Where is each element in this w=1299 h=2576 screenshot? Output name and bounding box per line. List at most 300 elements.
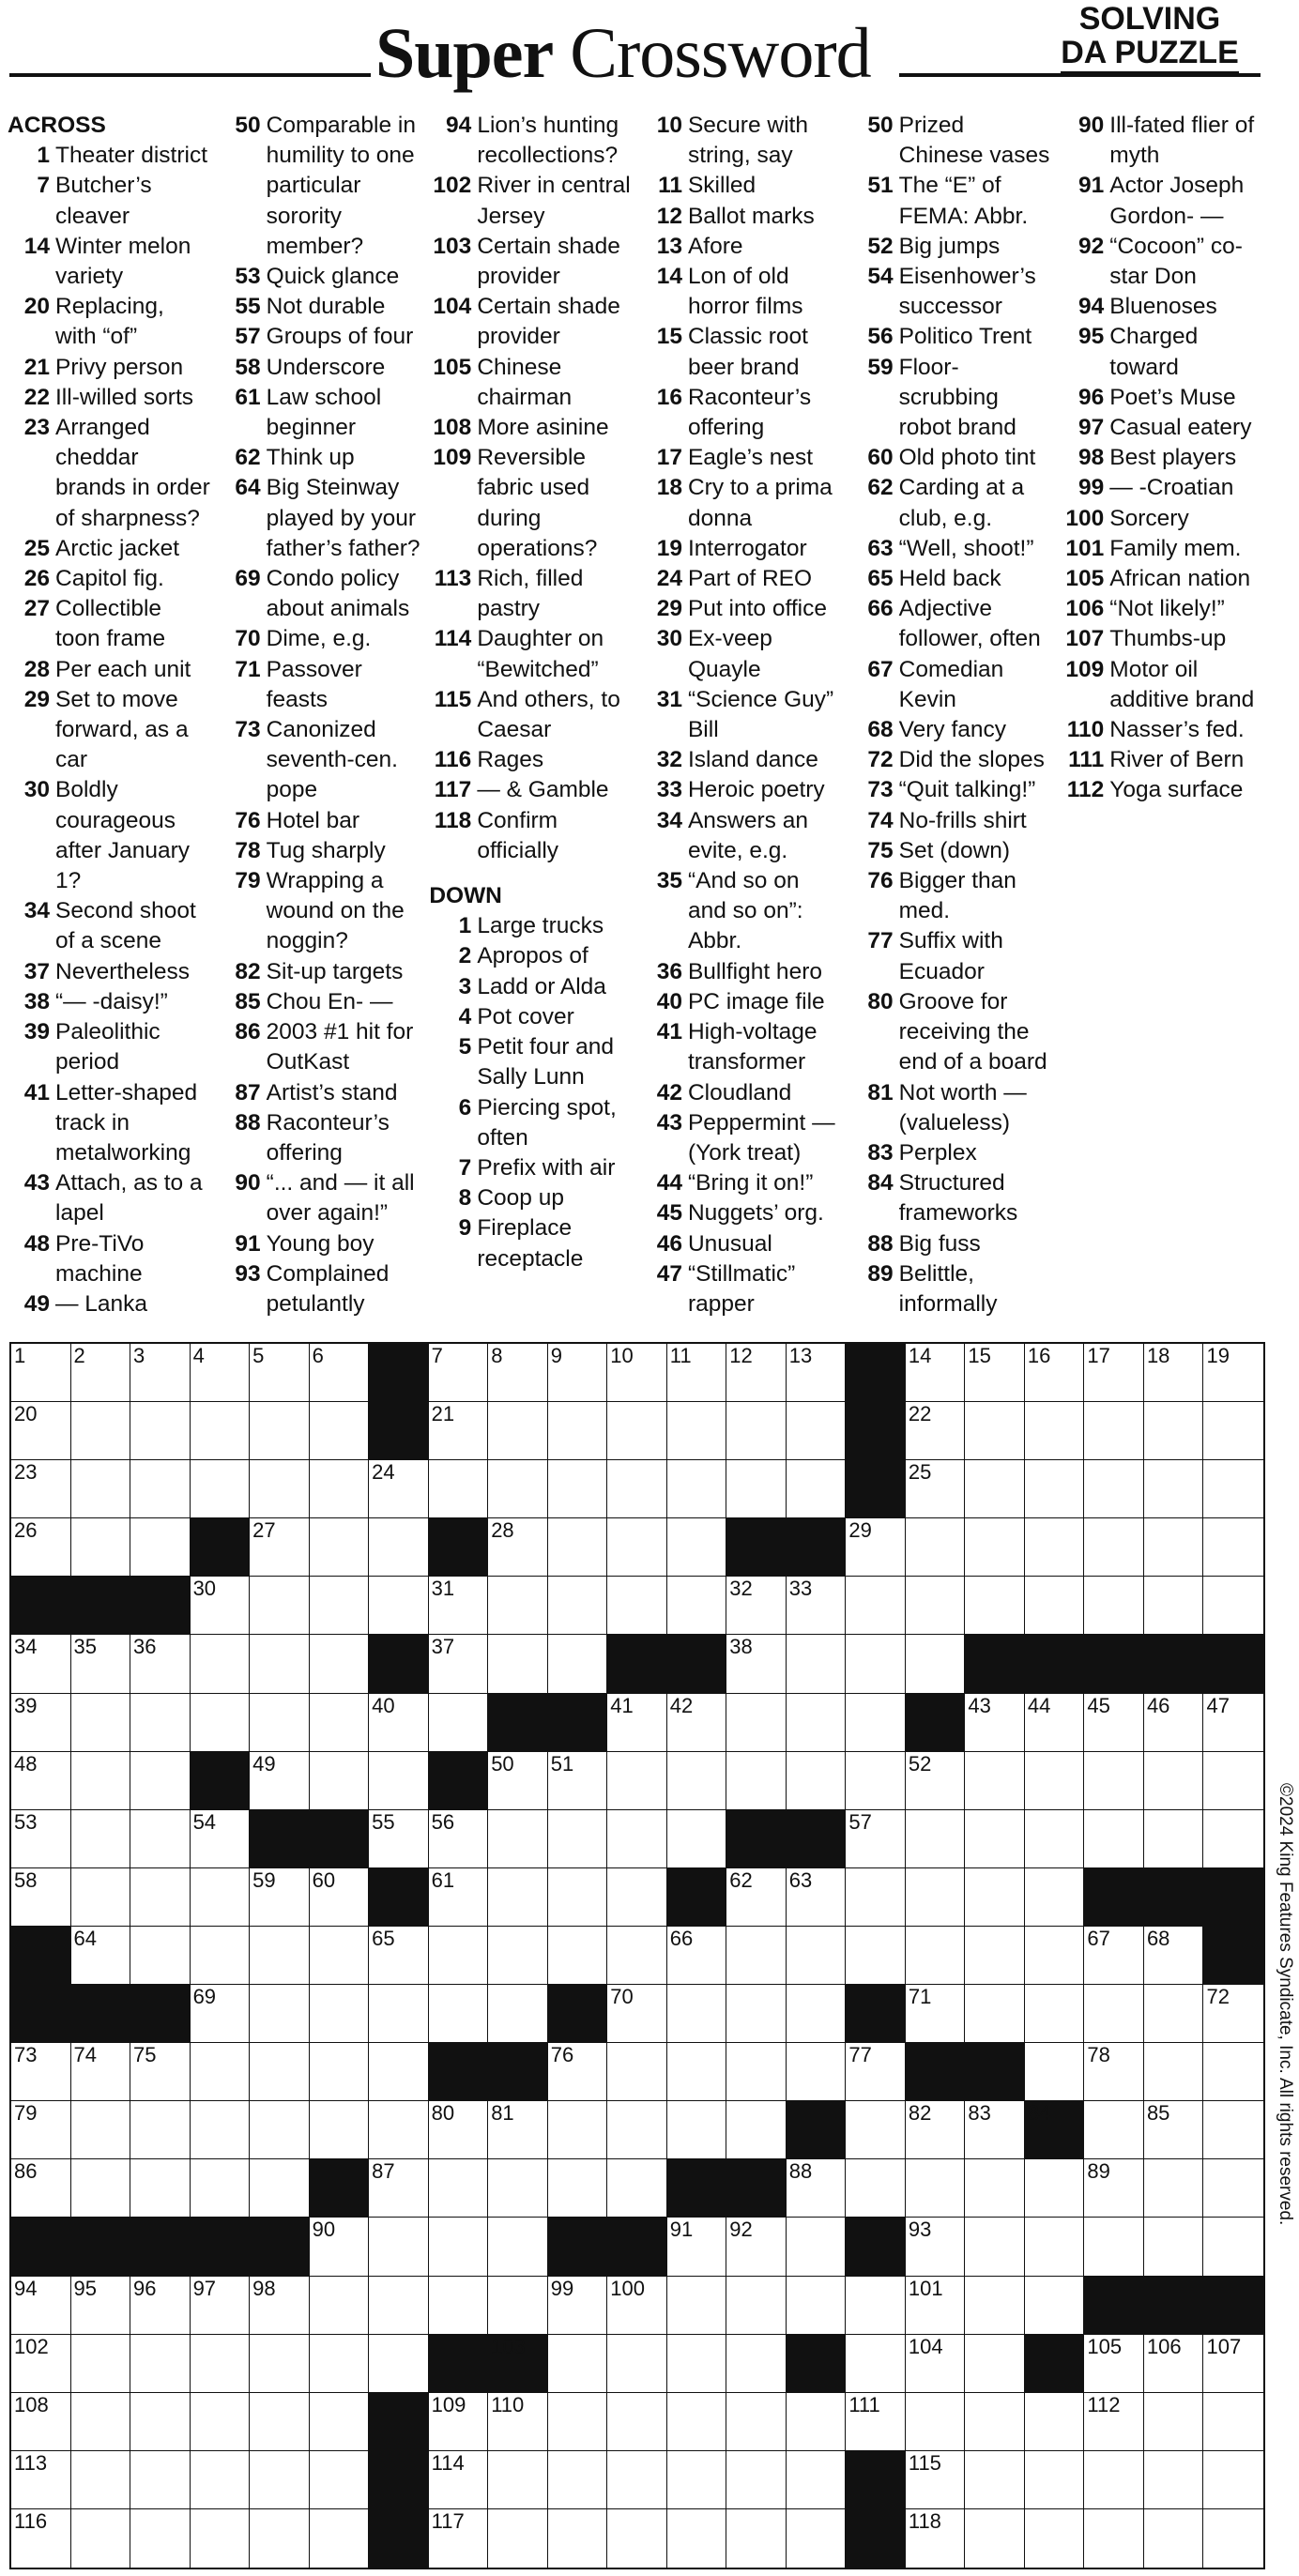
- grid-square[interactable]: [1025, 1810, 1085, 1868]
- grid-square[interactable]: [726, 2335, 787, 2393]
- grid-square[interactable]: [488, 2101, 548, 2159]
- grid-square[interactable]: [667, 2101, 727, 2159]
- grid-square[interactable]: [965, 1985, 1025, 2043]
- grid-square[interactable]: [11, 2509, 71, 2568]
- grid-square[interactable]: [71, 1752, 131, 1810]
- grid-square[interactable]: [548, 2159, 608, 2218]
- grid-square[interactable]: [71, 1460, 131, 1518]
- grid-square[interactable]: [71, 1344, 131, 1402]
- grid-square[interactable]: [548, 2277, 608, 2335]
- grid-square[interactable]: [1084, 2101, 1144, 2159]
- grid-square[interactable]: [130, 1752, 191, 1810]
- grid-square[interactable]: [191, 2509, 251, 2568]
- grid-square[interactable]: [250, 1927, 310, 1985]
- grid-square[interactable]: [726, 2218, 787, 2276]
- grid-square[interactable]: [787, 2043, 847, 2101]
- grid-square[interactable]: [429, 2393, 489, 2451]
- grid-square[interactable]: [726, 1402, 787, 1460]
- grid-square[interactable]: [667, 2335, 727, 2393]
- grid-square[interactable]: [1025, 1577, 1085, 1635]
- grid-square[interactable]: [965, 2277, 1025, 2335]
- grid-square[interactable]: [607, 2451, 667, 2509]
- grid-square[interactable]: [369, 2218, 429, 2276]
- grid-square[interactable]: [1203, 1810, 1263, 1868]
- grid-square[interactable]: [429, 1635, 489, 1693]
- grid-square[interactable]: [71, 2509, 131, 2568]
- grid-square[interactable]: [1144, 1927, 1204, 1985]
- grid-square[interactable]: [906, 2509, 966, 2568]
- grid-square[interactable]: [787, 2218, 847, 2276]
- grid-square[interactable]: [906, 2393, 966, 2451]
- grid-square[interactable]: [369, 2101, 429, 2159]
- grid-square[interactable]: [965, 2101, 1025, 2159]
- grid-square[interactable]: [250, 2101, 310, 2159]
- grid-square[interactable]: [369, 1518, 429, 1577]
- grid-square[interactable]: [488, 2159, 548, 2218]
- grid-square[interactable]: [548, 1460, 608, 1518]
- grid-square[interactable]: [965, 1810, 1025, 1868]
- grid-square[interactable]: [548, 1927, 608, 1985]
- grid-square[interactable]: [11, 1460, 71, 1518]
- grid-square[interactable]: [1144, 2509, 1204, 2568]
- grid-square[interactable]: [548, 1577, 608, 1635]
- grid-square[interactable]: [191, 1868, 251, 1927]
- grid-square[interactable]: [906, 2218, 966, 2276]
- grid-square[interactable]: [906, 1752, 966, 1810]
- grid-square[interactable]: [429, 1868, 489, 1927]
- grid-square[interactable]: [906, 1810, 966, 1868]
- grid-square[interactable]: [1144, 1518, 1204, 1577]
- grid-square[interactable]: [488, 2218, 548, 2276]
- grid-square[interactable]: [1203, 2218, 1263, 2276]
- grid-square[interactable]: [1025, 1694, 1085, 1752]
- grid-square[interactable]: [726, 1694, 787, 1752]
- grid-square[interactable]: [726, 1460, 787, 1518]
- grid-square[interactable]: [130, 1927, 191, 1985]
- grid-square[interactable]: [1144, 1985, 1204, 2043]
- grid-square[interactable]: [130, 2277, 191, 2335]
- grid-square[interactable]: [906, 2159, 966, 2218]
- grid-square[interactable]: [310, 1402, 370, 1460]
- grid-square[interactable]: [1025, 1752, 1085, 1810]
- grid-square[interactable]: [191, 2159, 251, 2218]
- grid-square[interactable]: [1144, 2451, 1204, 2509]
- grid-square[interactable]: [726, 2509, 787, 2568]
- grid-square[interactable]: [488, 1577, 548, 1635]
- grid-square[interactable]: [130, 1460, 191, 1518]
- grid-square[interactable]: [667, 2043, 727, 2101]
- grid-square[interactable]: [250, 2393, 310, 2451]
- grid-square[interactable]: [906, 2335, 966, 2393]
- grid-square[interactable]: [906, 1635, 966, 1693]
- grid-square[interactable]: [607, 1518, 667, 1577]
- grid-square[interactable]: [369, 1752, 429, 1810]
- grid-square[interactable]: [726, 1927, 787, 1985]
- grid-square[interactable]: [965, 1927, 1025, 1985]
- grid-square[interactable]: [130, 2335, 191, 2393]
- grid-square[interactable]: [965, 1868, 1025, 1927]
- grid-square[interactable]: [726, 2277, 787, 2335]
- grid-square[interactable]: [11, 2277, 71, 2335]
- grid-square[interactable]: [191, 1694, 251, 1752]
- grid-square[interactable]: [548, 1402, 608, 1460]
- grid-square[interactable]: [191, 1927, 251, 1985]
- grid-square[interactable]: [488, 1868, 548, 1927]
- grid-square[interactable]: [250, 1752, 310, 1810]
- grid-square[interactable]: [787, 2277, 847, 2335]
- grid-square[interactable]: [1203, 1985, 1263, 2043]
- grid-square[interactable]: [787, 1694, 847, 1752]
- grid-square[interactable]: [965, 2451, 1025, 2509]
- grid-square[interactable]: [667, 1460, 727, 1518]
- grid-square[interactable]: [548, 1810, 608, 1868]
- grid-square[interactable]: [548, 2101, 608, 2159]
- grid-square[interactable]: [130, 1402, 191, 1460]
- grid-square[interactable]: [369, 1577, 429, 1635]
- grid-square[interactable]: [488, 2509, 548, 2568]
- grid-square[interactable]: [846, 1518, 906, 1577]
- grid-square[interactable]: [191, 1344, 251, 1402]
- grid-square[interactable]: [607, 2159, 667, 2218]
- grid-square[interactable]: [71, 2451, 131, 2509]
- grid-square[interactable]: [906, 1985, 966, 2043]
- grid-square[interactable]: [787, 1985, 847, 2043]
- grid-square[interactable]: [310, 1635, 370, 1693]
- grid-square[interactable]: [787, 1868, 847, 1927]
- grid-square[interactable]: [607, 1402, 667, 1460]
- grid-square[interactable]: [310, 1460, 370, 1518]
- grid-square[interactable]: [191, 1402, 251, 1460]
- grid-square[interactable]: [429, 2277, 489, 2335]
- grid-square[interactable]: [11, 2335, 71, 2393]
- grid-square[interactable]: [488, 1985, 548, 2043]
- grid-square[interactable]: [1084, 1752, 1144, 1810]
- grid-square[interactable]: [250, 1577, 310, 1635]
- grid-square[interactable]: [191, 1810, 251, 1868]
- grid-square[interactable]: [488, 1752, 548, 1810]
- grid-square[interactable]: [1084, 1577, 1144, 1635]
- grid-square[interactable]: [548, 1752, 608, 1810]
- grid-square[interactable]: [787, 1927, 847, 1985]
- grid-square[interactable]: [787, 1635, 847, 1693]
- grid-square[interactable]: [787, 1344, 847, 1402]
- grid-square[interactable]: [1144, 2159, 1204, 2218]
- grid-square[interactable]: [71, 2159, 131, 2218]
- grid-square[interactable]: [429, 1344, 489, 1402]
- grid-square[interactable]: [667, 1344, 727, 1402]
- grid-square[interactable]: [607, 1868, 667, 1927]
- grid-square[interactable]: [726, 1577, 787, 1635]
- grid-square[interactable]: [726, 1344, 787, 1402]
- grid-square[interactable]: [191, 2101, 251, 2159]
- grid-square[interactable]: [71, 1810, 131, 1868]
- grid-square[interactable]: [846, 1694, 906, 1752]
- grid-square[interactable]: [310, 1518, 370, 1577]
- grid-square[interactable]: [1025, 1402, 1085, 1460]
- grid-square[interactable]: [548, 1635, 608, 1693]
- grid-square[interactable]: [965, 1344, 1025, 1402]
- grid-square[interactable]: [11, 1518, 71, 1577]
- grid-square[interactable]: [310, 1868, 370, 1927]
- grid-square[interactable]: [667, 2218, 727, 2276]
- grid-square[interactable]: [787, 1402, 847, 1460]
- grid-square[interactable]: [846, 2159, 906, 2218]
- grid-square[interactable]: [607, 1344, 667, 1402]
- grid-square[interactable]: [488, 1518, 548, 1577]
- grid-square[interactable]: [1084, 2509, 1144, 2568]
- grid-square[interactable]: [1203, 2393, 1263, 2451]
- grid-square[interactable]: [130, 2101, 191, 2159]
- grid-square[interactable]: [191, 2335, 251, 2393]
- grid-square[interactable]: [607, 1694, 667, 1752]
- grid-square[interactable]: [310, 2043, 370, 2101]
- grid-square[interactable]: [71, 2101, 131, 2159]
- grid-square[interactable]: [1203, 1460, 1263, 1518]
- grid-square[interactable]: [1203, 2101, 1263, 2159]
- grid-square[interactable]: [607, 1460, 667, 1518]
- grid-square[interactable]: [191, 1635, 251, 1693]
- grid-square[interactable]: [667, 1927, 727, 1985]
- grid-square[interactable]: [965, 1694, 1025, 1752]
- grid-square[interactable]: [1084, 1344, 1144, 1402]
- grid-square[interactable]: [1203, 2335, 1263, 2393]
- grid-square[interactable]: [130, 1344, 191, 1402]
- grid-square[interactable]: [1144, 1344, 1204, 1402]
- grid-square[interactable]: [965, 2159, 1025, 2218]
- grid-square[interactable]: [906, 1460, 966, 1518]
- grid-square[interactable]: [1025, 2277, 1085, 2335]
- grid-square[interactable]: [1025, 2159, 1085, 2218]
- grid-square[interactable]: [1144, 2043, 1204, 2101]
- grid-square[interactable]: [429, 1810, 489, 1868]
- grid-square[interactable]: [191, 1577, 251, 1635]
- grid-square[interactable]: [1144, 1577, 1204, 1635]
- grid-square[interactable]: [846, 1868, 906, 1927]
- grid-square[interactable]: [369, 2159, 429, 2218]
- grid-square[interactable]: [130, 2451, 191, 2509]
- grid-square[interactable]: [71, 1402, 131, 1460]
- grid-square[interactable]: [310, 1694, 370, 1752]
- grid-square[interactable]: [250, 2043, 310, 2101]
- grid-square[interactable]: [787, 2159, 847, 2218]
- grid-square[interactable]: [667, 1518, 727, 1577]
- grid-square[interactable]: [429, 2159, 489, 2218]
- grid-square[interactable]: [906, 1518, 966, 1577]
- grid-square[interactable]: [429, 1694, 489, 1752]
- grid-square[interactable]: [667, 2509, 727, 2568]
- grid-square[interactable]: [488, 1402, 548, 1460]
- grid-square[interactable]: [71, 2393, 131, 2451]
- grid-square[interactable]: [71, 2335, 131, 2393]
- grid-square[interactable]: [787, 1577, 847, 1635]
- grid-square[interactable]: [1203, 2451, 1263, 2509]
- grid-square[interactable]: [310, 2509, 370, 2568]
- grid-square[interactable]: [667, 1694, 727, 1752]
- grid-square[interactable]: [1084, 2159, 1144, 2218]
- grid-square[interactable]: [130, 2043, 191, 2101]
- grid-square[interactable]: [1144, 2335, 1204, 2393]
- grid-square[interactable]: [1025, 2218, 1085, 2276]
- grid-square[interactable]: [1144, 1694, 1204, 1752]
- grid-square[interactable]: [607, 1985, 667, 2043]
- grid-square[interactable]: [369, 1927, 429, 1985]
- grid-square[interactable]: [906, 2451, 966, 2509]
- grid-square[interactable]: [1084, 2043, 1144, 2101]
- grid-square[interactable]: [250, 2335, 310, 2393]
- grid-square[interactable]: [846, 2393, 906, 2451]
- grid-square[interactable]: [1203, 2159, 1263, 2218]
- grid-square[interactable]: [846, 2277, 906, 2335]
- grid-square[interactable]: [787, 1752, 847, 1810]
- grid-square[interactable]: [310, 2393, 370, 2451]
- grid-square[interactable]: [1084, 1810, 1144, 1868]
- grid-square[interactable]: [250, 1518, 310, 1577]
- grid-square[interactable]: [130, 1694, 191, 1752]
- grid-square[interactable]: [965, 2335, 1025, 2393]
- grid-square[interactable]: [846, 1927, 906, 1985]
- grid-square[interactable]: [906, 1577, 966, 1635]
- grid-square[interactable]: [429, 2101, 489, 2159]
- grid-square[interactable]: [1084, 1402, 1144, 1460]
- grid-square[interactable]: [310, 2101, 370, 2159]
- grid-square[interactable]: [429, 1577, 489, 1635]
- grid-square[interactable]: [310, 1344, 370, 1402]
- grid-square[interactable]: [965, 2509, 1025, 2568]
- grid-square[interactable]: [846, 2101, 906, 2159]
- grid-square[interactable]: [846, 1635, 906, 1693]
- grid-square[interactable]: [607, 2043, 667, 2101]
- grid-square[interactable]: [1144, 2393, 1204, 2451]
- grid-square[interactable]: [71, 1635, 131, 1693]
- grid-square[interactable]: [607, 2101, 667, 2159]
- grid-square[interactable]: [1025, 1460, 1085, 1518]
- grid-square[interactable]: [965, 2218, 1025, 2276]
- grid-square[interactable]: [965, 1402, 1025, 1460]
- grid-square[interactable]: [607, 2393, 667, 2451]
- grid-square[interactable]: [1144, 1810, 1204, 1868]
- grid-square[interactable]: [607, 1752, 667, 1810]
- grid-square[interactable]: [846, 1577, 906, 1635]
- grid-square[interactable]: [429, 2451, 489, 2509]
- grid-square[interactable]: [667, 2451, 727, 2509]
- grid-square[interactable]: [310, 2451, 370, 2509]
- grid-square[interactable]: [787, 1460, 847, 1518]
- grid-square[interactable]: [965, 1577, 1025, 1635]
- grid-square[interactable]: [906, 1402, 966, 1460]
- grid-square[interactable]: [310, 1927, 370, 1985]
- grid-square[interactable]: [250, 1635, 310, 1693]
- grid-square[interactable]: [607, 2277, 667, 2335]
- grid-square[interactable]: [1084, 2335, 1144, 2393]
- grid-square[interactable]: [726, 1752, 787, 1810]
- grid-square[interactable]: [1084, 1518, 1144, 1577]
- grid-square[interactable]: [71, 1694, 131, 1752]
- grid-square[interactable]: [1203, 1402, 1263, 1460]
- grid-square[interactable]: [71, 1868, 131, 1927]
- grid-square[interactable]: [250, 2277, 310, 2335]
- grid-square[interactable]: [1084, 1694, 1144, 1752]
- grid-square[interactable]: [726, 1868, 787, 1927]
- grid-square[interactable]: [191, 2277, 251, 2335]
- grid-square[interactable]: [369, 2277, 429, 2335]
- grid-square[interactable]: [369, 1694, 429, 1752]
- grid-square[interactable]: [726, 2101, 787, 2159]
- grid-square[interactable]: [548, 1518, 608, 1577]
- grid-square[interactable]: [11, 1694, 71, 1752]
- grid-square[interactable]: [1144, 1460, 1204, 1518]
- grid-square[interactable]: [429, 1927, 489, 1985]
- grid-square[interactable]: [548, 2509, 608, 2568]
- grid-square[interactable]: [369, 2335, 429, 2393]
- grid-square[interactable]: [1084, 2393, 1144, 2451]
- grid-square[interactable]: [726, 2451, 787, 2509]
- grid-square[interactable]: [11, 2451, 71, 2509]
- grid-square[interactable]: [548, 2335, 608, 2393]
- grid-square[interactable]: [429, 1402, 489, 1460]
- grid-square[interactable]: [726, 1985, 787, 2043]
- grid-square[interactable]: [429, 2509, 489, 2568]
- grid-square[interactable]: [607, 1810, 667, 1868]
- grid-square[interactable]: [548, 2393, 608, 2451]
- grid-square[interactable]: [130, 2393, 191, 2451]
- grid-square[interactable]: [667, 1752, 727, 1810]
- grid-square[interactable]: [130, 2159, 191, 2218]
- grid-square[interactable]: [488, 2393, 548, 2451]
- grid-square[interactable]: [369, 1810, 429, 1868]
- grid-square[interactable]: [11, 1402, 71, 1460]
- grid-square[interactable]: [191, 1460, 251, 1518]
- grid-square[interactable]: [191, 1985, 251, 2043]
- grid-square[interactable]: [11, 1810, 71, 1868]
- grid-square[interactable]: [250, 1985, 310, 2043]
- grid-square[interactable]: [1144, 1752, 1204, 1810]
- grid-square[interactable]: [1025, 1518, 1085, 1577]
- grid-square[interactable]: [1084, 2451, 1144, 2509]
- grid-square[interactable]: [1025, 2509, 1085, 2568]
- grid-square[interactable]: [191, 2393, 251, 2451]
- grid-square[interactable]: [1025, 2393, 1085, 2451]
- grid-square[interactable]: [11, 1344, 71, 1402]
- grid-square[interactable]: [310, 2335, 370, 2393]
- grid-square[interactable]: [1144, 1402, 1204, 1460]
- grid-square[interactable]: [488, 1344, 548, 1402]
- grid-square[interactable]: [1084, 2218, 1144, 2276]
- grid-square[interactable]: [1203, 1752, 1263, 1810]
- grid-square[interactable]: [250, 1460, 310, 1518]
- grid-square[interactable]: [548, 1868, 608, 1927]
- grid-square[interactable]: [906, 1868, 966, 1927]
- grid-square[interactable]: [488, 1460, 548, 1518]
- grid-square[interactable]: [130, 1518, 191, 1577]
- grid-square[interactable]: [1025, 1985, 1085, 2043]
- grid-square[interactable]: [71, 2043, 131, 2101]
- grid-square[interactable]: [548, 1344, 608, 1402]
- grid-square[interactable]: [130, 1810, 191, 1868]
- grid-square[interactable]: [965, 1460, 1025, 1518]
- grid-square[interactable]: [667, 1402, 727, 1460]
- grid-square[interactable]: [11, 1752, 71, 1810]
- grid-square[interactable]: [250, 1868, 310, 1927]
- grid-square[interactable]: [787, 2451, 847, 2509]
- grid-square[interactable]: [667, 2277, 727, 2335]
- grid-square[interactable]: [191, 2451, 251, 2509]
- grid-square[interactable]: [250, 1402, 310, 1460]
- grid-square[interactable]: [11, 1635, 71, 1693]
- grid-square[interactable]: [1203, 1518, 1263, 1577]
- grid-square[interactable]: [1203, 1577, 1263, 1635]
- grid-square[interactable]: [429, 2218, 489, 2276]
- grid-square[interactable]: [1203, 1344, 1263, 1402]
